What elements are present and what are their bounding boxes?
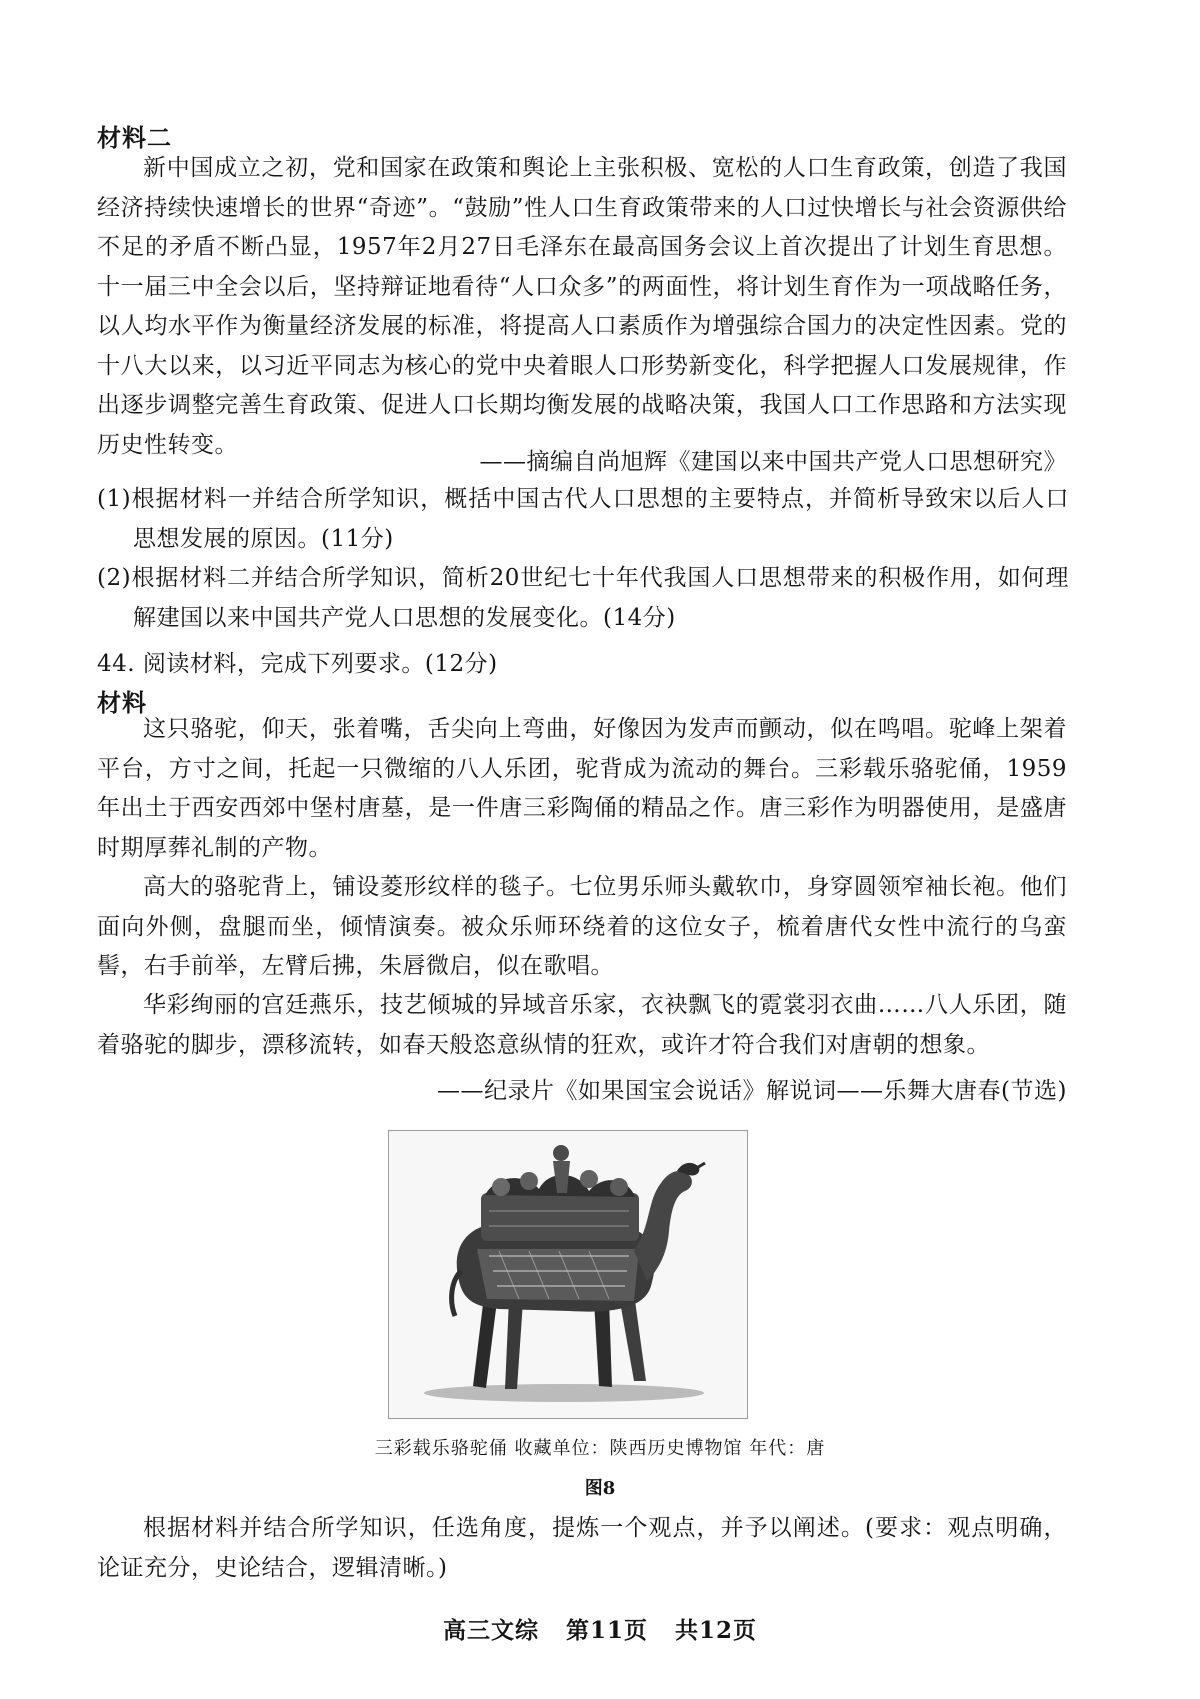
question-43-2: (2)根据材料二并结合所学知识，简析20世纪七十年代我国人口思想带来的积极作用，如何理解建国以来中国共产党人口思想的发展变化。(14分) [97,565,1069,631]
material-paragraph-2: 高大的骆驼背上，铺设菱形纹样的毯子。七位男乐师头戴软巾，身穿圆领窄袖长袍。他们面向外侧，盘腿而坐，倾情演奏。被众乐师环绕着的这位女子，梳着唐代女性中流行的乌蛮髻，右手前举，左臂后拂，朱唇微启，似在歌唱。 [97,874,1067,979]
figure-caption: 三彩载乐骆驼俑 收藏单位：陕西历史博物馆 年代：唐 [374,1438,826,1459]
footer-page-number: 第11页 [565,1617,648,1644]
question-43-1: (1)根据材料一并结合所学知识，概括中国古代人口思想的主要特点，并简析导致宋以后人口思想发展的原因。(11分) [97,486,1069,552]
material-paragraph-1: 这只骆驼，仰天，张着嘴，舌尖向上弯曲，好像因为发声而颤动，似在鸣唱。驼峰上架着平台，方寸之间，托起一只微缩的八人乐团，驼背成为流动的舞台。三彩载乐骆驼俑，1959年出土于西安西郊中堡村唐墓，是一件唐三彩陶俑的精品之作。唐三彩作为明器使用，是盛唐时期厚葬礼制的产物。 [97,716,1067,861]
material-source: ——纪录片《如果国宝会说话》解说词——乐舞大唐春(节选) [437,1078,1067,1104]
material-heading: 材料 [97,688,147,717]
material2-source: ——摘编自尚旭辉《建国以来中国共产党人口思想研究》 [479,449,1067,475]
material2-paragraph: 新中国成立之初，党和国家在政策和舆论上主张积极、宽松的人口生育政策，创造了我国经济持续快速增长的世界“奇迹”。“鼓励”性人口生育政策带来的人口过快增长与社会资源供给不足的矛盾不断凸显，1957年2月27日毛泽东在最高国务会议上首次提出了计划生育思想。十一届三中全会以后，坚持辩证地看待“人口众多”的两面性，将计划生育作为一项战略任务，以人均水平作为衡量经济发展的标准，将提高人口素质作为增强综合国力的决定性因素。党的十八大以来，以习近平同志为核心的党中央着眼人口形势新变化，科学把握人口发展规律，作出逐步调整完善生育政策、促进人口长期均衡发展的战略决策，我国人口工作思路和方法实现历史性转变。 [97,155,1067,458]
page-footer [0,1612,1200,1645]
camel-figurine-illustration [389,1131,747,1418]
question-44-requirement: 根据材料并结合所学知识，任选角度，提炼一个观点，并予以阐述。(要求：观点明确，论证充分，史论结合，逻辑清晰。) [97,1515,1067,1581]
material-paragraph-3: 华彩绚丽的宫廷燕乐，技艺倾城的异域音乐家，衣袂飘飞的霓裳羽衣曲……八人乐团，随着骆驼的脚步，漂移流转，如春天般恣意纵情的狂欢，或许才符合我们对唐朝的想象。 [97,992,1067,1058]
figure-label: 图8 [584,1478,616,1499]
material2-heading: 材料二 [97,123,172,152]
question-44-title: 44. 阅读材料，完成下列要求。(12分) [97,651,498,677]
camel-figurine-photo [388,1130,748,1419]
footer-total-pages: 共12页 [675,1617,758,1644]
footer-subject: 高三文综 [442,1617,539,1644]
